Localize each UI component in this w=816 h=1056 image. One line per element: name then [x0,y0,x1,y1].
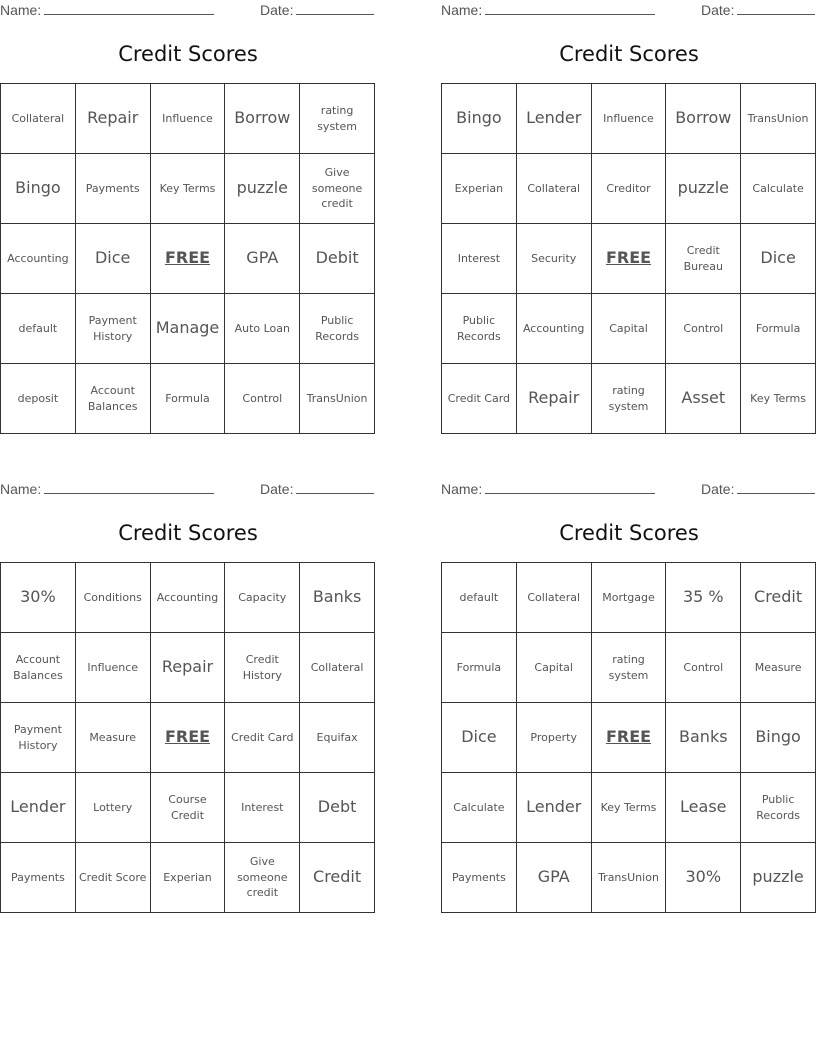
bingo-cell: rating system [300,84,375,154]
bingo-cell: Experian [442,154,517,224]
name-label: Name: [441,481,483,497]
bingo-cell: Formula [151,364,226,434]
bingo-cell: Accounting [517,294,592,364]
bingo-cell: Manage [151,294,226,364]
bingo-cell: Influence [592,84,667,154]
free-space: FREE [151,224,226,294]
bingo-cell: Measure [741,633,816,703]
date-field[interactable] [260,2,374,18]
date-label: Date: [701,481,735,497]
bingo-cell: Payments [1,843,76,913]
bingo-cell: Key Terms [592,773,667,843]
bingo-cell: 30% [1,563,76,633]
bingo-cell: Auto Loan [225,294,300,364]
bingo-cell: puzzle [225,154,300,224]
name-blank[interactable] [485,482,655,494]
bingo-cell: Banks [666,703,741,773]
name-date-line [0,481,376,499]
bingo-cell: Borrow [666,84,741,154]
date-label: Date: [701,2,735,18]
name-field[interactable] [441,481,655,497]
bingo-cell: Collateral [517,563,592,633]
bingo-cell: default [1,294,76,364]
free-space: FREE [592,224,667,294]
bingo-card-4 [441,479,816,915]
date-label: Date: [260,2,294,18]
bingo-cell: Capital [592,294,667,364]
date-field[interactable] [701,481,815,497]
bingo-cell: Give someone credit [225,843,300,913]
date-field[interactable] [260,481,374,497]
bingo-cell: Payment History [1,703,76,773]
bingo-cell: Measure [76,703,151,773]
bingo-cell: Conditions [76,563,151,633]
bingo-cell: Influence [76,633,151,703]
bingo-cell: Property [517,703,592,773]
bingo-cell: Control [225,364,300,434]
bingo-cell: rating system [592,633,667,703]
date-label: Date: [260,481,294,497]
bingo-cell: Debt [300,773,375,843]
bingo-cell: TransUnion [592,843,667,913]
name-date-line [0,2,376,20]
bingo-cell: Course Credit [151,773,226,843]
name-label: Name: [441,2,483,18]
bingo-cell: Public Records [300,294,375,364]
bingo-cell: Public Records [442,294,517,364]
bingo-cell: Account Balances [76,364,151,434]
bingo-cell: Calculate [442,773,517,843]
name-blank[interactable] [44,482,214,494]
date-field[interactable] [701,2,815,18]
bingo-card-2 [441,0,816,436]
bingo-cell: Dice [76,224,151,294]
bingo-cell: Account Balances [1,633,76,703]
bingo-grid [441,562,816,913]
bingo-cell: Payments [76,154,151,224]
bingo-cell: Bingo [1,154,76,224]
bingo-cell: Credit [300,843,375,913]
bingo-cell: Control [666,633,741,703]
bingo-cell: Equifax [300,703,375,773]
bingo-cell: Borrow [225,84,300,154]
bingo-cell: Payment History [76,294,151,364]
name-date-line [441,2,816,20]
name-field[interactable] [0,2,214,18]
bingo-cell: Lease [666,773,741,843]
bingo-cell: Repair [151,633,226,703]
bingo-cell: Bingo [442,84,517,154]
bingo-cell: deposit [1,364,76,434]
bingo-cell: puzzle [741,843,816,913]
bingo-cell: Calculate [741,154,816,224]
bingo-cell: Formula [442,633,517,703]
bingo-cell: Dice [741,224,816,294]
bingo-cell: Banks [300,563,375,633]
bingo-cell: GPA [225,224,300,294]
name-field[interactable] [441,2,655,18]
bingo-cell: Lender [517,84,592,154]
bingo-cell: Key Terms [741,364,816,434]
card-title: Credit Scores [559,42,699,66]
bingo-cell: Asset [666,364,741,434]
bingo-cell: Lender [517,773,592,843]
bingo-cell: Debit [300,224,375,294]
date-blank[interactable] [296,3,374,15]
bingo-cell: Collateral [517,154,592,224]
bingo-grid [441,83,816,434]
free-space: FREE [592,703,667,773]
bingo-cell: Credit Bureau [666,224,741,294]
bingo-cell: Lottery [76,773,151,843]
bingo-cell: Collateral [300,633,375,703]
bingo-cell: Capacity [225,563,300,633]
name-blank[interactable] [485,3,655,15]
bingo-cell: Key Terms [151,154,226,224]
bingo-cell: Accounting [1,224,76,294]
bingo-cell: Credit History [225,633,300,703]
bingo-cell: Mortgage [592,563,667,633]
bingo-cell: Formula [741,294,816,364]
bingo-cell: Influence [151,84,226,154]
card-title: Credit Scores [559,521,699,545]
bingo-cell: Control [666,294,741,364]
bingo-cell: default [442,563,517,633]
bingo-cell: Interest [442,224,517,294]
bingo-cell: Payments [442,843,517,913]
bingo-cell: TransUnion [741,84,816,154]
bingo-cell: Credit Score [76,843,151,913]
bingo-cell: Accounting [151,563,226,633]
bingo-cell: Lender [1,773,76,843]
bingo-cell: Repair [76,84,151,154]
bingo-cell: 30% [666,843,741,913]
bingo-cell: puzzle [666,154,741,224]
bingo-cell: Security [517,224,592,294]
bingo-cell: Repair [517,364,592,434]
bingo-cell: GPA [517,843,592,913]
bingo-cell: Public Records [741,773,816,843]
bingo-cell: Dice [442,703,517,773]
bingo-cell: TransUnion [300,364,375,434]
name-label: Name: [0,481,42,497]
bingo-cell: Credit Card [442,364,517,434]
card-title: Credit Scores [118,521,258,545]
date-blank[interactable] [737,3,815,15]
date-blank[interactable] [296,482,374,494]
name-field[interactable] [0,481,214,497]
bingo-cell: Capital [517,633,592,703]
bingo-cell: Experian [151,843,226,913]
bingo-cell: rating system [592,364,667,434]
bingo-cell: Give someone credit [300,154,375,224]
free-space: FREE [151,703,226,773]
bingo-grid [0,562,375,913]
name-blank[interactable] [44,3,214,15]
name-date-line [441,481,816,499]
bingo-cell: Bingo [741,703,816,773]
bingo-grid [0,83,375,434]
bingo-card-1 [0,0,376,436]
bingo-cell: Collateral [1,84,76,154]
bingo-card-3 [0,479,376,915]
date-blank[interactable] [737,482,815,494]
bingo-cell: Credit [741,563,816,633]
bingo-cell: 35 % [666,563,741,633]
bingo-cell: Creditor [592,154,667,224]
name-label: Name: [0,2,42,18]
bingo-cell: Credit Card [225,703,300,773]
card-title: Credit Scores [118,42,258,66]
bingo-cell: Interest [225,773,300,843]
